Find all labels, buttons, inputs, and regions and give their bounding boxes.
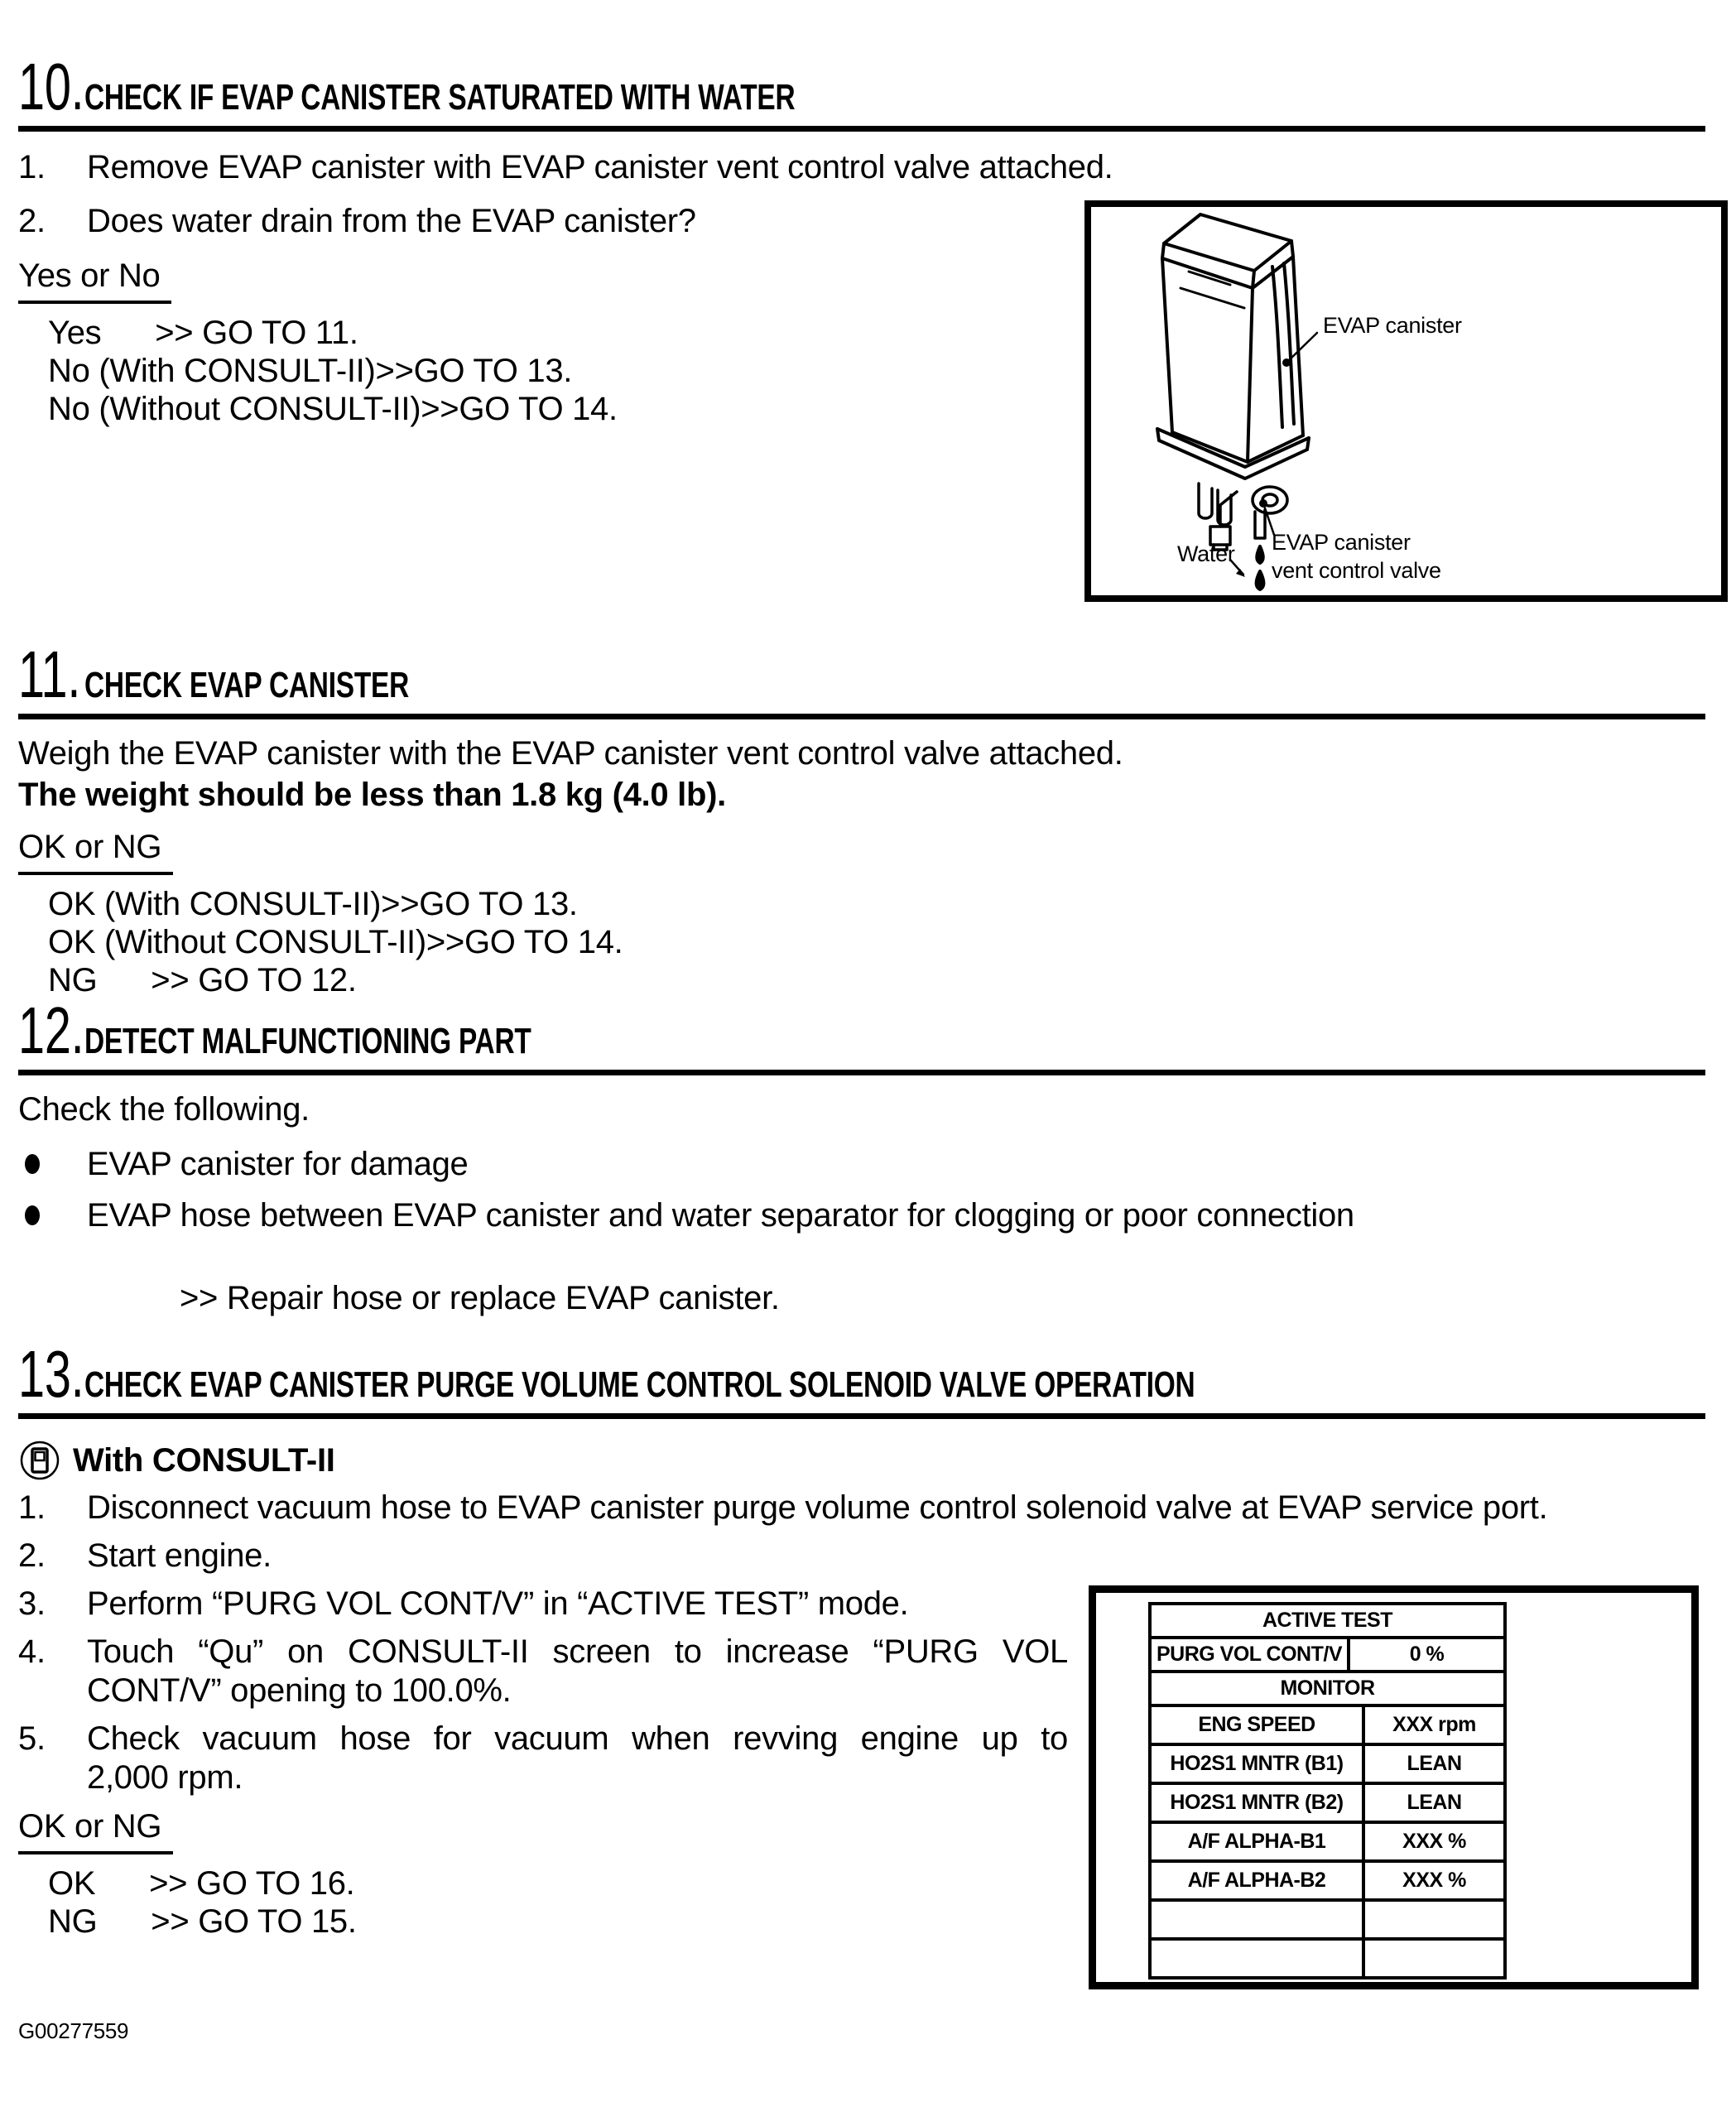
bullet-icon: [25, 1205, 40, 1225]
step-text: Disconnect vacuum hose to EVAP canister purge volume control solenoid valve at EVAP service port.: [87, 1489, 1548, 1526]
monitor-header: MONITOR: [1280, 1676, 1375, 1700]
section-12: [18, 993, 1705, 1319]
table-row: [1148, 1859, 1507, 1902]
result-line: No (Without CONSULT-II)>>GO TO 14.: [48, 391, 618, 427]
step-item: [18, 1720, 1068, 1797]
section-12-heading: [18, 993, 1705, 1067]
figure-label-canister: EVAP canister: [1323, 313, 1462, 338]
cell-label: [1152, 1902, 1365, 1937]
consult-ii-icon: [18, 1439, 61, 1482]
section-12-bullets: [18, 1138, 1705, 1241]
heading-rule: [18, 714, 1705, 719]
cell-label: A/F ALPHA-B1: [1152, 1824, 1365, 1859]
decision-label: OK or NG: [18, 1806, 1705, 1854]
result-line: NG >> GO TO 15.: [48, 1903, 357, 1940]
result-line: NG >> GO TO 12.: [48, 962, 357, 998]
consult-mode-label: With CONSULT-II: [73, 1441, 335, 1479]
consult-screen-figure: [1089, 1585, 1699, 1989]
cell-label: A/F ALPHA-B2: [1152, 1863, 1365, 1898]
cell-value: XXX rpm: [1392, 1713, 1476, 1736]
paragraph: Weigh the EVAP canister with the EVAP canister vent control valve attached.: [18, 735, 1123, 772]
section-10-heading: [18, 50, 1705, 123]
table-row: [1148, 1821, 1507, 1863]
result-line: OK (With CONSULT-II)>>GO TO 13.: [48, 886, 578, 922]
section-13-number: 13.: [18, 1337, 84, 1411]
action-line: >> Repair hose or replace EVAP canister.: [180, 1280, 780, 1316]
result-line: OK >> GO TO 16.: [48, 1865, 355, 1902]
step-number: 5.: [18, 1720, 46, 1757]
section-13-title: CHECK EVAP CANISTER PURGE VOLUME CONTROL SOLENOID VALVE OPERATION: [84, 1364, 1195, 1405]
heading-rule: [18, 1413, 1705, 1419]
section-11-results: [18, 885, 1705, 999]
section-12-number: 12.: [18, 993, 84, 1067]
figure-label-valve-2: vent control valve: [1272, 558, 1441, 583]
step-item: [18, 1633, 1068, 1710]
consult-screen-table: [1148, 1602, 1507, 1980]
step-text: Does water drain from the EVAP canister?: [87, 203, 696, 239]
step-text: Start engine.: [87, 1537, 272, 1574]
table-header-row: [1148, 1670, 1507, 1707]
bullet-text: EVAP hose between EVAP canister and water separator for clogging or poor connection: [87, 1197, 1354, 1234]
step-number: 2.: [18, 1537, 46, 1574]
decision-label: Yes or No: [18, 256, 1705, 304]
table-row: [1148, 1937, 1507, 1980]
bullet-item: [18, 1138, 1705, 1190]
decision-label: OK or NG: [18, 827, 1705, 875]
evap-canister-figure: [1084, 200, 1728, 602]
step-item: [18, 146, 1705, 189]
cell-label: ENG SPEED: [1152, 1707, 1365, 1743]
figure-label-valve-1: EVAP canister: [1272, 530, 1411, 555]
section-11: [18, 637, 1705, 999]
step-item: [18, 1489, 1705, 1527]
bullet-text: EVAP canister for damage: [87, 1146, 469, 1182]
step-number: 4.: [18, 1633, 46, 1670]
cell-label: HO2S1 MNTR (B1): [1152, 1746, 1365, 1782]
cell-value: 0 %: [1409, 1643, 1445, 1666]
step-text: Remove EVAP canister with EVAP canister vent control valve attached.: [87, 149, 1113, 185]
section-12-title: DETECT MALFUNCTIONING PART: [84, 1021, 531, 1061]
cell-value: XXX %: [1402, 1830, 1466, 1853]
result-line: OK (Without CONSULT-II)>>GO TO 14.: [48, 924, 623, 960]
table-row: [1148, 1636, 1507, 1673]
section-10-number: 10.: [18, 50, 84, 123]
cell-label: [1152, 1941, 1365, 1976]
arrowhead-icon: [1236, 569, 1245, 577]
spec-text: The weight should be less than 1.8 kg (4.0 lb).: [18, 777, 726, 813]
heading-rule: [18, 1070, 1705, 1075]
table-row: [1148, 1704, 1507, 1746]
table-row: [1148, 1782, 1507, 1824]
active-test-header: ACTIVE TEST: [1262, 1609, 1392, 1632]
section-10-title: CHECK IF EVAP CANISTER SATURATED WITH WATER: [84, 77, 796, 118]
cell-label: PURG VOL CONT/V: [1152, 1639, 1350, 1670]
step-item: [18, 1585, 1068, 1624]
step-number: 3.: [18, 1585, 46, 1622]
table-row: [1148, 1743, 1507, 1785]
cell-value: [1365, 1941, 1503, 1976]
step-number: 1.: [18, 149, 46, 185]
cell-value: LEAN: [1407, 1752, 1462, 1775]
water-drop-icon: [1257, 571, 1264, 589]
cell-value: LEAN: [1407, 1791, 1462, 1814]
section-13-heading: [18, 1337, 1705, 1411]
table-row: [1148, 1898, 1507, 1941]
result-line: Yes >> GO TO 11.: [48, 315, 358, 351]
cell-label: HO2S1 MNTR (B2): [1152, 1785, 1365, 1821]
paragraph: Check the following.: [18, 1091, 310, 1128]
heading-rule: [18, 126, 1705, 132]
cell-value: [1365, 1902, 1503, 1937]
bullet-item: [18, 1190, 1705, 1241]
figure-label-water: Water: [1177, 541, 1235, 566]
step-item: [18, 1537, 1068, 1575]
consult-mode-line: [18, 1439, 1705, 1482]
step-text: Touch “Qu” on CONSULT-II screen to increase “PURG VOL CONT/V” opening to 100.0%.: [87, 1633, 1068, 1709]
section-11-number: 11.: [18, 637, 81, 711]
step-text: Check vacuum hose for vacuum when revving engine up to 2,000 rpm.: [87, 1720, 1068, 1796]
bullet-icon: [25, 1154, 40, 1174]
step-text: Perform “PURG VOL CONT/V” in “ACTIVE TEST” mode.: [87, 1585, 909, 1622]
section-11-title: CHECK EVAP CANISTER: [84, 665, 410, 705]
water-drop-icon: [1257, 546, 1263, 563]
figure-code: G00277559: [18, 2018, 129, 2043]
step-number: 1.: [18, 1489, 46, 1526]
table-header-row: [1148, 1602, 1507, 1639]
section-11-heading: [18, 637, 1705, 711]
result-line: No (With CONSULT-II)>>GO TO 13.: [48, 353, 573, 389]
step-number: 2.: [18, 203, 46, 239]
cell-value: XXX %: [1402, 1869, 1466, 1892]
evap-canister-drawing: [1091, 207, 1721, 595]
